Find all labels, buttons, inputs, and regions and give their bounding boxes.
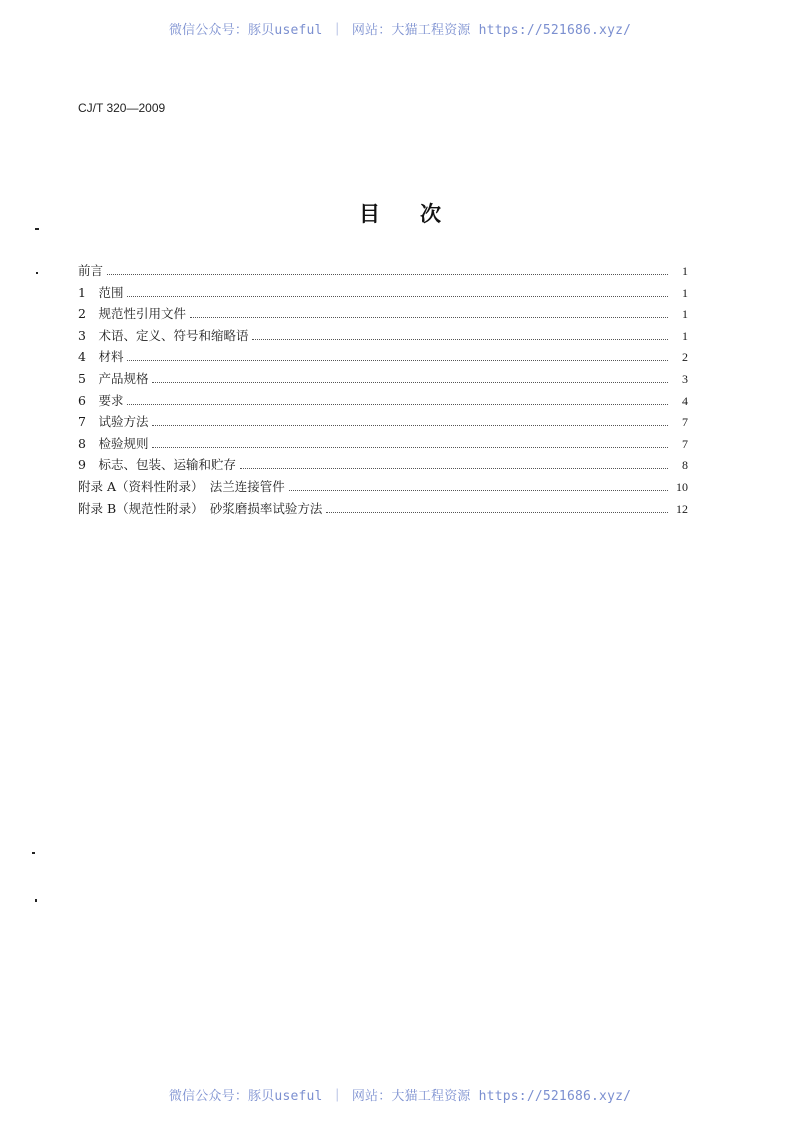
toc-entry-label: 3 术语、定义、符号和缩略语 [78,327,249,343]
toc-entry-page: 1 [682,264,688,278]
toc-entry-label: 7 试验方法 [78,414,149,430]
table-of-contents [78,260,688,519]
toc-entry-page: 1 [682,328,688,343]
toc-entry [78,433,688,455]
toc-leader-dots [152,447,668,448]
toc-entry [78,282,688,304]
toc-leader-dots [152,382,668,383]
toc-entry-label: 8 检验规则 [78,435,149,451]
toc-entry [78,346,688,368]
scan-speck [36,272,38,274]
toc-entry [78,454,688,476]
toc-entry-page: 7 [682,415,688,430]
toc-entry [78,368,688,390]
toc-entry [78,260,688,282]
toc-entry-label: 6 要求 [78,392,124,408]
toc-entry-page: 1 [682,307,688,322]
toc-leader-dots [289,490,668,491]
watermark-top: 微信公众号：豚贝useful ｜ 网站：大猫工程资源 https://521686.xyz/ [168,23,632,38]
toc-entry-label: 9 标志、包装、运输和贮存 [78,457,236,473]
toc-leader-dots [127,404,668,405]
toc-entry-page: 8 [682,458,688,473]
toc-entry [78,390,688,412]
toc-entry-page: 1 [682,285,688,300]
toc-leader-dots [326,512,668,513]
toc-entry-label: 前言 [78,263,104,278]
scan-speck [32,852,35,854]
scan-speck [35,228,39,230]
toc-entry [78,498,688,520]
toc-leader-dots [152,425,668,426]
toc-entry-page: 3 [682,371,688,386]
toc-leader-dots [107,274,668,275]
toc-entry-label: 附录 A（资料性附录） 法兰连接管件 [78,478,285,494]
watermark-bottom: 微信公众号：豚贝useful ｜ 网站：大猫工程资源 https://521686.xyz/ [168,1089,632,1104]
toc-entry-label: 2 规范性引用文件 [78,306,186,322]
toc-entry-label: 5 产品规格 [78,370,149,386]
toc-leader-dots [240,468,668,469]
toc-entry-page: 2 [682,350,688,365]
toc-entry-page: 12 [676,501,688,516]
toc-entry-label: 附录 B（规范性附录） 砂浆磨损率试验方法 [78,500,323,516]
toc-entry-page: 4 [682,393,688,408]
toc-entry-label: 4 材料 [78,349,124,365]
page-title: 目次 [359,202,481,226]
toc-entry [78,411,688,433]
toc-leader-dots [190,317,668,318]
toc-entry [78,325,688,347]
toc-leader-dots [252,339,668,340]
toc-leader-dots [127,360,668,361]
toc-leader-dots [127,296,668,297]
toc-entry-label: 1 范围 [78,284,124,300]
toc-entry-page: 10 [676,479,688,494]
toc-entry [78,303,688,325]
scan-speck [35,899,37,902]
toc-entry [78,476,688,498]
toc-entry-page: 7 [682,436,688,451]
standard-code: CJ/T 320—2009 [78,101,166,115]
